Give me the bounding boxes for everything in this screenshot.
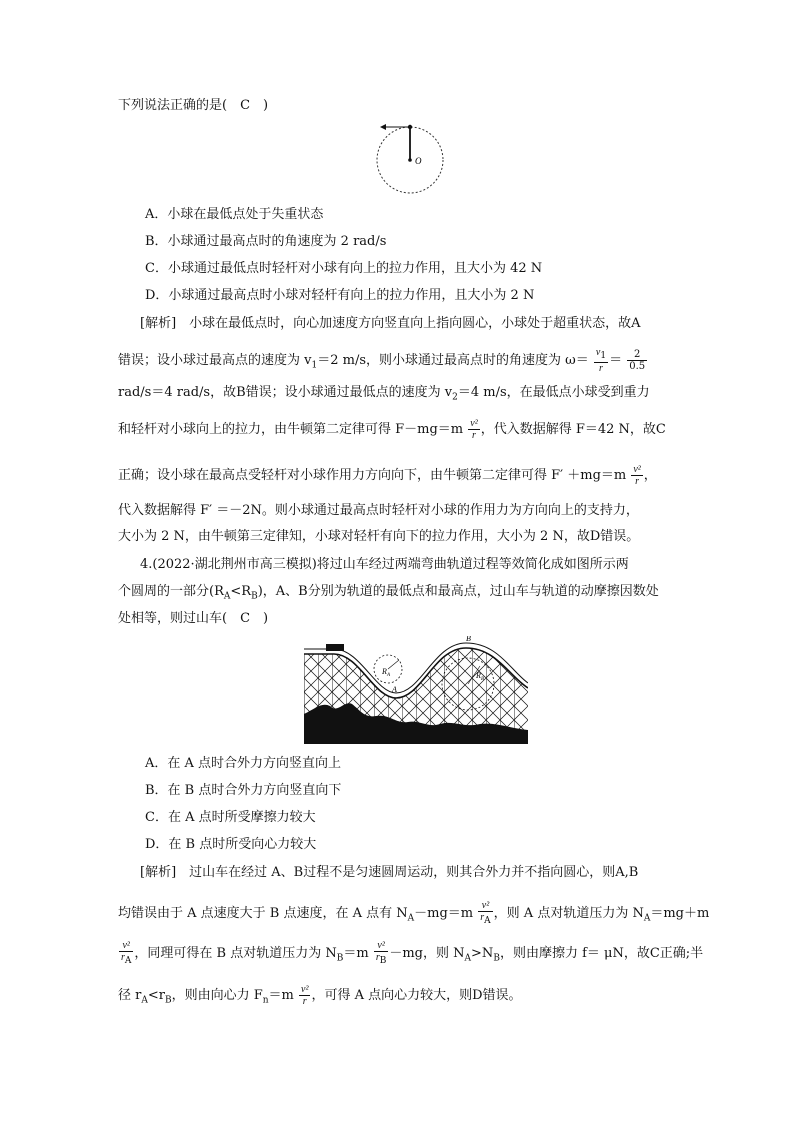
- q4-stem-line2: 个圆周的一部分$(R_A<R_B)$，A、B分别为轨道的最低点和最高点，过山车与轨道的动摩擦因数处: [118, 584, 659, 602]
- svg-text:A: A: [387, 673, 391, 678]
- q4-analysis-line4: 径 $r_A<r_B$，则由向心力 $F_n=m$ $\frac{\text{v²}}{r}$ ，可得 A 点向心力较大，则D错误。: [118, 984, 522, 1007]
- roller-coaster-figure: [304, 636, 528, 744]
- q3-option-a: A．小球在最低点处于失重状态: [145, 207, 324, 222]
- fraction-v2-over-r: $\frac{\text{v²}}{r}$: [470, 418, 478, 441]
- q3-option-b: B．小球通过最高点时的角速度为 2 rad/s: [145, 234, 387, 249]
- q3-analysis-line7: 大小为 2 N，由牛顿第三定律知，小球对轻杆有向下的拉力作用，大小为 2 N，故D错误。: [118, 529, 640, 544]
- q3-stem: 下列说法正确的是( C ): [118, 98, 269, 113]
- q3-option-d: D．小球通过最高点时小球对轻杆有向上的拉力作用，且大小为 2 N: [145, 288, 535, 303]
- q3-analysis-line3: rad/s＝4 rad/s，故B错误；设小球通过最低点的速度为 $v_2=4$ m/s，在最低点小球受到重力: [118, 385, 650, 403]
- q4-analysis-line3: $\frac{\text{v²}}{r_A}$ ，同理可得在 B 点对轨道压力为 $N_B=m$ $\frac{\text{v²}}{r_B}$ －mg，则 $N_A>N_B$，则由摩擦力 f＝ μN，故C正确;半: [121, 940, 704, 966]
- q4-option-c: C．在 A 点时所受摩擦力较大: [145, 810, 316, 825]
- q4-option-b: B．在 B 点时合外力方向竖直向下: [145, 783, 342, 798]
- fraction-vb2-over-rb: $\frac{\text{v²}}{r_B}$: [375, 940, 387, 966]
- circle-figure: [372, 118, 452, 198]
- label-ra: R: [382, 667, 387, 676]
- q4-option-d: D．在 B 点时所受向心力较大: [145, 837, 317, 852]
- q3-analysis-line6: 代入数据解得 F′ ＝－2N。则小球通过最高点时轻杆对小球的作用力为方向向上的支持力，: [118, 503, 639, 518]
- fraction-v2-over-r-3: $\frac{\text{v²}}{r}$: [301, 984, 309, 1007]
- fraction-va2-over-ra-2: $\frac{\text{v²}}{r_A}$: [121, 940, 132, 966]
- q3-analysis-line2: 错误；设小球过最高点的速度为 $v_1=2$ m/s，则小球通过最高点时的角速度为 ω＝ $\frac{v_1}{r}$ ＝ $\frac{2}{0.5}$: [118, 347, 646, 374]
- fraction-v-over-r: $\frac{v_1}{r}$: [595, 347, 607, 374]
- fraction-v2-over-r-2: $\frac{\text{v²}}{r}$: [633, 464, 641, 487]
- q4-analysis-line1: [解析] 过山车在经过 A、B过程不是匀速圆周运动，则其合外力并不指向圆心，则A,B: [140, 865, 639, 880]
- q4-analysis-line2: 均错误由于 A 点速度大于 B 点速度，在 A 点有 $N_A-mg=m$ $\frac{\text{v²}}{r_A}$ ，则 A 点对轨道压力为 $N_A=mg+m$: [118, 900, 710, 926]
- q3-analysis-line1: [解析] 小球在最低点时，向心加速度方向竖直向上指向圆心，小球处于超重状态，故A: [140, 316, 641, 331]
- q4-option-a: A．在 A 点时合外力方向竖直向上: [145, 756, 342, 771]
- fraction-va2-over-ra: $\frac{\text{v²}}{r_A}$: [480, 900, 491, 926]
- q4-stem-line1: 4.(2022·湖北荆州市高三模拟)将过山车经过两端弯曲轨道过程等效简化成如图所示两: [140, 557, 629, 572]
- q3-option-c: C．小球通过最低点时轻杆对小球有向上的拉力作用，且大小为 42 N: [145, 261, 543, 276]
- label-o: O: [415, 156, 422, 166]
- q3-analysis-line5: 正确；设小球在最高点受轻杆对小球作用力方向向下，由牛顿第二定律可得 F′ ＋mg＝m $\frac{\text{v²}}{r}$ ，: [118, 464, 657, 487]
- svg-text:B: B: [481, 677, 485, 682]
- label-a: A: [392, 685, 397, 694]
- label-rb: R: [476, 671, 481, 680]
- label-b: B: [466, 636, 471, 643]
- q4-stem-line3: 处相等，则过山车( C ): [118, 611, 269, 626]
- fraction-2-over-05: $\frac{2}{0.5}$: [629, 349, 646, 372]
- q3-analysis-line4: 和轻杆对小球向上的拉力，由牛顿第二定律可得 F－mg＝m $\frac{\text{v²}}{r}$ ，代入数据解得 F＝42 N，故C: [118, 418, 666, 441]
